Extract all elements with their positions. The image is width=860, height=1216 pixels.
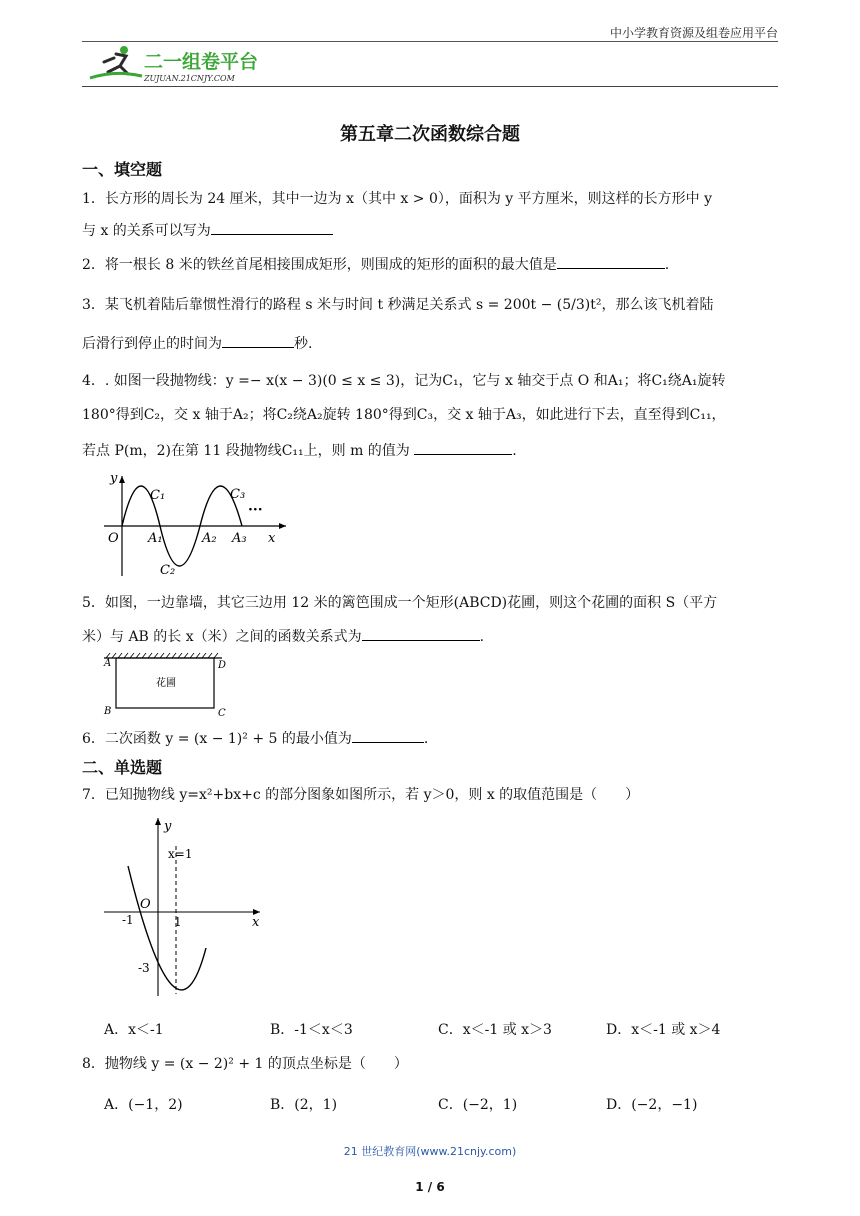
q6-period: .	[423, 731, 429, 747]
fig7-y-label: y	[164, 819, 172, 834]
fig4-dots: ···	[248, 502, 263, 518]
section-heading-fill-blank: 一、填空题	[82, 160, 163, 179]
fig5-garden-label: 花圃	[156, 678, 176, 689]
fig4-a3-label: A₃	[232, 531, 247, 546]
q7-line1: 7．已知抛物线 y=x²+bx+c 的部分图象如图所示，若 y＞0，则 x 的取值范围是（ ）	[82, 787, 640, 803]
logo	[86, 44, 286, 84]
logo-subtitle: ZUJUAN.21CNJY.COM	[144, 74, 235, 83]
q5-period: .	[479, 629, 485, 645]
q2-text: 2．将一根长 8 米的铁丝首尾相接围成矩形，则围成的矩形的面积的最大值是	[82, 257, 557, 273]
fig4-a1-label: A₁	[148, 531, 163, 546]
fig5-label-c: C	[218, 708, 226, 719]
q2-line	[82, 254, 669, 274]
fig7-y-arrow	[155, 818, 161, 825]
fig4-c2-label: C₂	[160, 563, 176, 578]
fig4-origin-label: O	[108, 531, 119, 546]
q4-line3	[82, 440, 517, 460]
q5-line1: 5．如图，一边靠墙，其它三边用 12 米的篱笆围成一个矩形(ABCD)花圃，则这个花圃的面积 S（平方	[82, 595, 718, 611]
q8-option-c[interactable]: C．(−2，1)	[438, 1097, 518, 1113]
q1-line1: 1．长方形的周长为 24 厘米，其中一边为 x（其中 x > 0），面积为 y 平方厘米，则这样的长方形中 y	[82, 191, 713, 207]
header-rule-bottom	[82, 86, 778, 87]
q7-option-a[interactable]: A．x＜-1	[104, 1022, 164, 1038]
fig7-plus1-label: 1	[174, 915, 182, 929]
q8-option-a[interactable]: A．(−1，2)	[104, 1097, 183, 1113]
q3-line2	[82, 333, 312, 353]
q1-text: 与 x 的关系可以写为	[82, 223, 211, 239]
q5-answer-blank	[362, 626, 480, 641]
fig7-axis-label: x=1	[168, 847, 193, 861]
fig5-label-d: D	[218, 660, 227, 671]
q3-answer-blank	[222, 333, 294, 348]
q6-text: 6．二次函数 y = (x − 1)² + 5 的最小值为	[82, 731, 352, 747]
q2-answer-blank	[557, 254, 665, 269]
page-title: 第五章二次函数综合题	[340, 124, 520, 145]
page-number: 1 / 6	[415, 1180, 445, 1194]
header-rule-top	[82, 41, 778, 42]
figure-sine-parabolas	[96, 468, 292, 580]
q8-option-b[interactable]: B．(2，1)	[270, 1097, 338, 1113]
q7-option-d[interactable]: D．x＜-1 或 x＞4	[606, 1022, 721, 1038]
q4-line1: 4．. 如图一段抛物线：y =− x(x − 3)(0 ≤ x ≤ 3)，记为C₁，它与 x 轴交于点 O 和A₁；将C₁绕A₁旋转	[82, 373, 726, 389]
fig5-label-b: B	[104, 706, 112, 717]
q8-line1: 8．抛物线 y = (x − 2)² + 1 的顶点坐标是（ ）	[82, 1056, 408, 1072]
q3-unit: 秒.	[294, 336, 313, 352]
logo-title: 二一组卷平台	[144, 51, 259, 73]
q1-answer-blank	[211, 220, 333, 235]
q8-option-d[interactable]: D．(−2，−1)	[606, 1097, 698, 1113]
q3-line1: 3．某飞机着陆后靠惯性滑行的路程 s 米与时间 t 秒满足关系式 s = 200t − (5/3)t²，那么该飞机着陆	[82, 297, 714, 313]
q5-text: 米）与 AB 的长 x（米）之间的函数关系式为	[82, 629, 362, 645]
q6-line	[82, 728, 428, 748]
fig5-label-a: A	[104, 658, 112, 669]
runner-logo-icon	[90, 46, 142, 78]
q7-option-c[interactable]: C．x＜-1 或 x＞3	[438, 1022, 552, 1038]
q4-answer-blank	[414, 440, 512, 455]
fig7-minus1-label: -1	[122, 913, 134, 927]
fig4-c1-label: C₁	[150, 488, 166, 503]
figure-garden-rectangle	[98, 650, 238, 720]
q4-text: 若点 P(m，2)在第 11 段抛物线C₁₁上，则 m 的值为	[82, 443, 410, 459]
q4-period: .	[512, 443, 517, 459]
q2-period: .	[664, 257, 670, 273]
q4-line2: 180°得到C₂，交 x 轴于A₂；将C₂绕A₂旋转 180°得到C₃，交 x 轴于A₃，如此进行下去，直至得到C₁₁，	[82, 407, 726, 423]
q5-line2	[82, 626, 484, 646]
fig5-wall-hatching	[106, 653, 218, 658]
platform-name: 中小学教育资源及组卷应用平台	[609, 26, 778, 40]
q6-answer-blank	[352, 728, 424, 743]
fig4-x-arrow	[279, 523, 286, 529]
fig7-origin-label: O	[140, 897, 151, 912]
figure-parabola-q7	[100, 812, 270, 998]
q1-line2	[82, 220, 333, 240]
fig4-c3-label: C₃	[230, 487, 246, 502]
fig4-x-label: x	[268, 531, 276, 546]
q7-option-b[interactable]: B．-1＜x＜3	[270, 1022, 353, 1038]
fig7-x-label: x	[252, 915, 260, 930]
fig4-y-label: y	[110, 471, 118, 486]
section-heading-single-choice: 二、单选题	[82, 758, 163, 777]
q3-text: 后滑行到停止的时间为	[82, 336, 222, 352]
fig4-a2-label: A₂	[202, 531, 217, 546]
fig7-minus3-label: -3	[138, 961, 150, 975]
footer-site-link[interactable]: 21 世纪教育网(www.21cnjy.com)	[343, 1145, 517, 1158]
fig4-y-arrow	[119, 476, 125, 483]
